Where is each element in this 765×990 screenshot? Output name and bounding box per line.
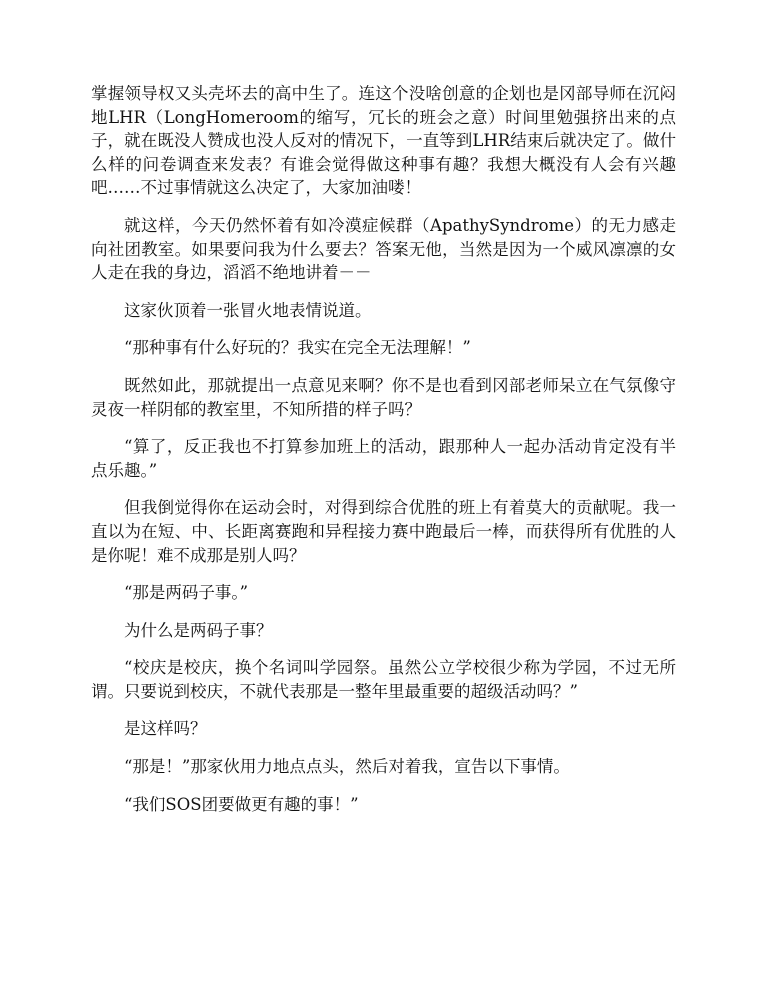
paragraph-2: 就这样，今天仍然怀着有如冷漠症候群（ApathySyndrome）的无力感走向社团教室。如果要问我为什么要去？答案无他，当然是因为一个威风凛凛的女人走在我的身边，滔滔不绝地讲着－－	[91, 215, 676, 283]
paragraph-6: “算了，反正我也不打算参加班上的活动，跟那种人一起办活动肯定没有半点乐趣。”	[91, 437, 676, 480]
paragraph-9: 为什么是两码子事？	[124, 620, 273, 640]
paragraph-8: “那是两码子事。”	[124, 583, 249, 603]
paragraph-10: “校庆是校庆，换个名词叫学园祭。虽然公立学校很少称为学园，不过无所谓。只要说到校庆，不就代表那是一整年里最重要的超级活动吗？”	[91, 658, 676, 701]
paragraph-7: 但我倒觉得你在运动会时，对得到综合优胜的班上有着莫大的贡献呢。我一直以为在短、中、长距离赛跑和异程接力赛中跑最后一棒，而获得所有优胜的人是你呢！难不成那是别人吗？	[91, 498, 676, 565]
paragraph-4: “那种事有什么好玩的？我实在完全无法理解！”	[124, 338, 471, 358]
body-text	[91, 82, 676, 830]
paragraph-3: 这家伙顶着一张冒火地表情说道。	[124, 300, 372, 320]
paragraph-5: 既然如此，那就提出一点意见来啊？你不是也看到冈部老师呆立在气氛像守灵夜一样阴郁的教室里，不知所措的样子吗？	[91, 375, 676, 419]
paragraph-1: 掌握领导权又头壳坏去的高中生了。连这个没啥创意的企划也是冈部导师在沉闷地LHR（LongHomeroom的缩写，冗长的班会之意）时间里勉强挤出来的点子，就在既没人赞成也没人反对的情况下，一直等到LHR结束后就决定了。做什么样的问卷调查来发表？有谁会觉得做这种事有趣？我想大概没有人会有兴趣吧……不过事情就这么决定了，大家加油喽！	[91, 84, 676, 198]
paragraph-13: “我们SOS团要做更有趣的事！”	[124, 794, 359, 814]
paragraph-12: “那是！”那家伙用力地点点头，然后对着我，宣告以下事情。	[124, 757, 570, 777]
paragraph-11: 是这样吗？	[124, 719, 207, 739]
